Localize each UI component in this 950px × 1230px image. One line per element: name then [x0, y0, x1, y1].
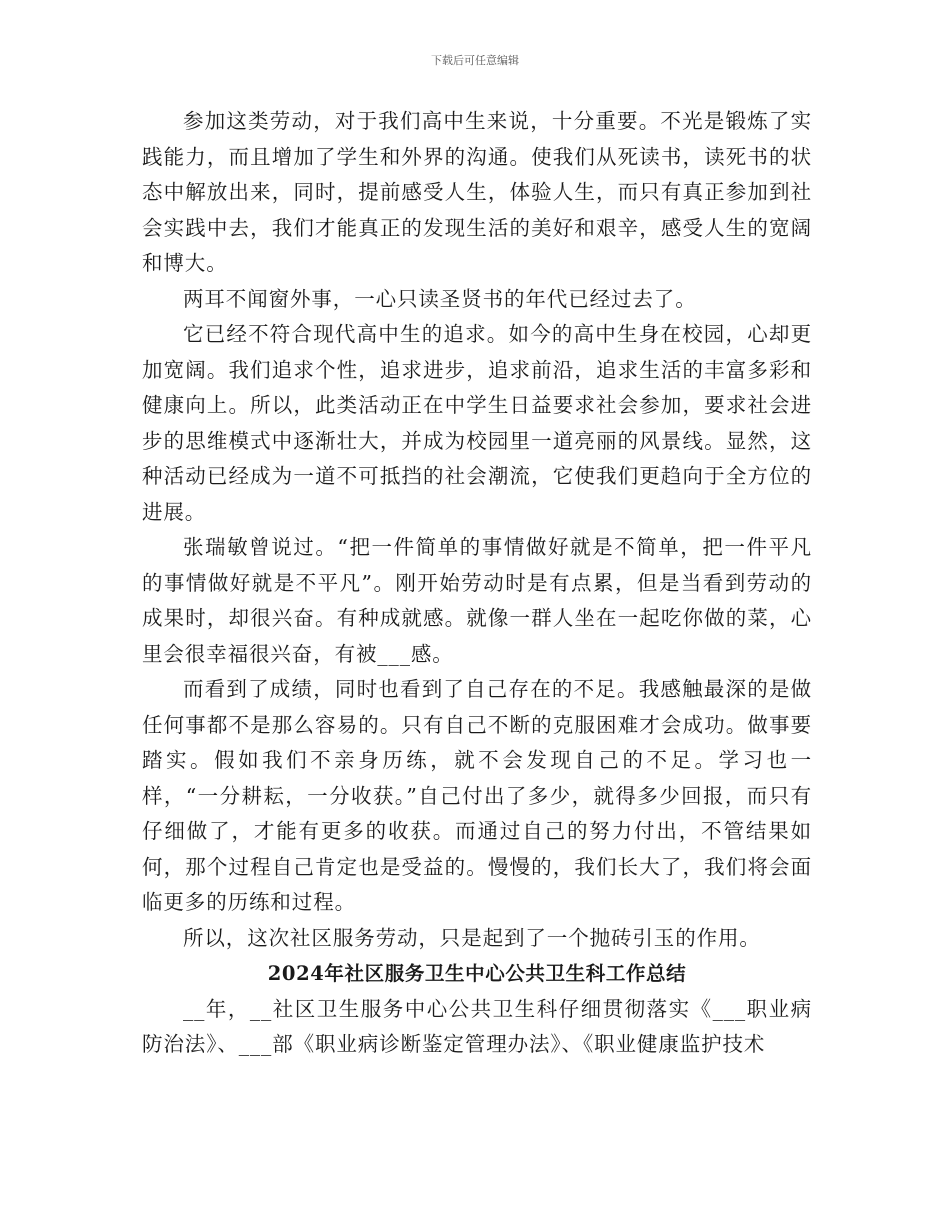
section-title: 2024年社区服务卫生中心公共卫生科工作总结: [267, 962, 687, 985]
paragraph: __年，__社区卫生服务中心公共卫生科仔细贯彻落实《___职业病防治法》、___部《职业病诊断鉴定管理办法》、《职业健康监护技术: [142, 996, 812, 1056]
paragraph: 而看到了成绩，同时也看到了自己存在的不足。我感触最深的是做任何事都不是那么容易的。只有自己不断的克服困难才会成功。做事要踏实。假如我们不亲身历练，就不会发现自己的不足。学习也一样，“一分耕耘，一分收获。”自己付出了多少，就得多少回报，而只有仔细做了，才能有更多的收获。而通过自己的努力付出，不管结果如何，那个过程自己肯定也是受益的。慢慢的，我们长大了，我们将会面临更多的历练和过程。: [142, 677, 812, 914]
document-body: [142, 104, 812, 1063]
paragraph: 两耳不闻窗外事，一心只读圣贤书的年代已经过去了。: [183, 286, 697, 311]
paragraph: 所以，这次社区服务劳动，只是起到了一个抛砖引玉的作用。: [183, 925, 761, 950]
paragraph: 参加这类劳动，对于我们高中生来说，十分重要。不光是锻炼了实践能力，而且增加了学生和外界的沟通。使我们从死读书，读死书的状态中解放出来，同时，提前感受人生，体验人生，而只有真正参加到社会实践中去，我们才能真正的发现生活的美好和艰辛，感受人生的宽阔和博大。: [142, 109, 812, 275]
header-note: 下载后可任意编辑: [431, 54, 519, 67]
paragraph: 它已经不符合现代高中生的追求。如今的高中生身在校园，心却更加宽阔。我们追求个性，追求进步，追求前沿，追求生活的丰富多彩和健康向上。所以，此类活动正在中学生日益要求社会参加，要求社会进步的思维模式中逐渐壮大，并成为校园里一道亮丽的风景线。显然，这种活动已经成为一道不可抵挡的社会潮流，它使我们更趋向于全方位的进展。: [142, 322, 812, 524]
paragraph: 张瑞敏曾说过。“把一件简单的事情做好就是不简单，把一件平凡的事情做好就是不平凡”。刚开始劳动时是有点累，但是当看到劳动的成果时，却很兴奋。有种成就感。就像一群人坐在一起吃你做的菜，心里会很幸福很兴奋，有被___感。: [142, 535, 812, 666]
